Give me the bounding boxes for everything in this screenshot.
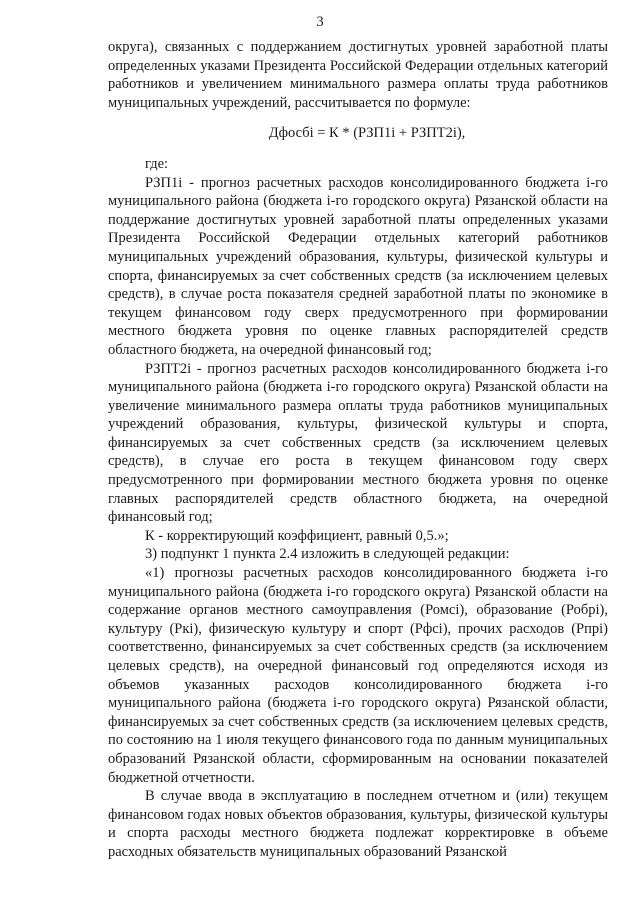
- formula: Дфосбi = К * (РЗП1i + РЗПТ2i),: [268, 125, 466, 142]
- document-body: [108, 38, 608, 862]
- paragraph-intro: округа), связанных с поддержанием достигнутых уровней заработной платы определенных указами Президента Российской Федерации отдельных категорий работников и увеличением минимального размера оплаты труда работников муниципальных учреждений, рассчитывается по формуле:: [108, 39, 608, 111]
- paragraph-coefficient: К - корректирующий коэффициент, равный 0,5.»;: [145, 527, 449, 544]
- where-label: где:: [145, 155, 169, 172]
- paragraph-forecasts: «1) прогнозы расчетных расходов консолидированного бюджета i-го муниципального района (бюджета i-го городского округа) Рязанской области на содержание органов местного самоуправления (Ромсi), образование (Робрi), культуру (Ркi), физическую культуру и спорт (Рфсi), прочих расходов (Рпрi) соответственно, финансируемых за счет собственных средств (за исключением целевых средств), на очередной финансовый год определяются исходя из объемов указанных расходов консолидированного бюджета i-го муниципального района (бюджета i-го городского округа) Рязанской области, финансируемых за счет собственных средств (за исключением целевых средств, по состоянию на 1 июля текущего финансового года по данным муниципальных образований Рязанской области, сформированным на основании показателей бюджетной отчетности.: [108, 565, 608, 786]
- paragraph-rzp1: РЗП1i - прогноз расчетных расходов консолидированного бюджета i-го муниципального района (бюджета i-го городского округа) Рязанской области на поддержание достигнутых уровней заработной платы определенных указами Президента Российской Федерации отдельных категорий работников муниципальных учреждений образования, культуры, физической культуры и спорта, финансируемых за счет собственных средств (за исключением целевых средств), в случае роста показателя средней заработной платы по экономике в текущем финансовом году сверх предусмотренного при формировании местного бюджета уровня по оценке главных распорядителей средств областного бюджета, на очередной финансовый год;: [108, 174, 608, 358]
- paragraph-subitem-3: 3) подпункт 1 пункта 2.4 изложить в следующей редакции:: [145, 546, 510, 563]
- paragraph-rzpt2: РЗПТ2i - прогноз расчетных расходов консолидированного бюджета i-го муниципального района (бюджета i-го городского округа) Рязанской области на увеличение минимального размера оплаты труда работников муниципальных учреждений образования, культуры, физической культуры и спорта, финансируемых за счет собственных средств (за исключением целевых средств), в случае его роста в текущем финансовом году сверх предусмотренного при формировании местного бюджета уровня по оценке главных распорядителей средств областного бюджета, на очередной финансовый год;: [108, 360, 608, 526]
- page-number: 3: [316, 14, 324, 30]
- paragraph-new-objects: В случае ввода в эксплуатацию в последнем отчетном и (или) текущем финансовом годах новых объектов образования, культуры, физической культуры и спорта расходы местного бюджета подлежат корректировке в объеме расходных обязательств муниципальных образований Рязанской: [108, 788, 608, 860]
